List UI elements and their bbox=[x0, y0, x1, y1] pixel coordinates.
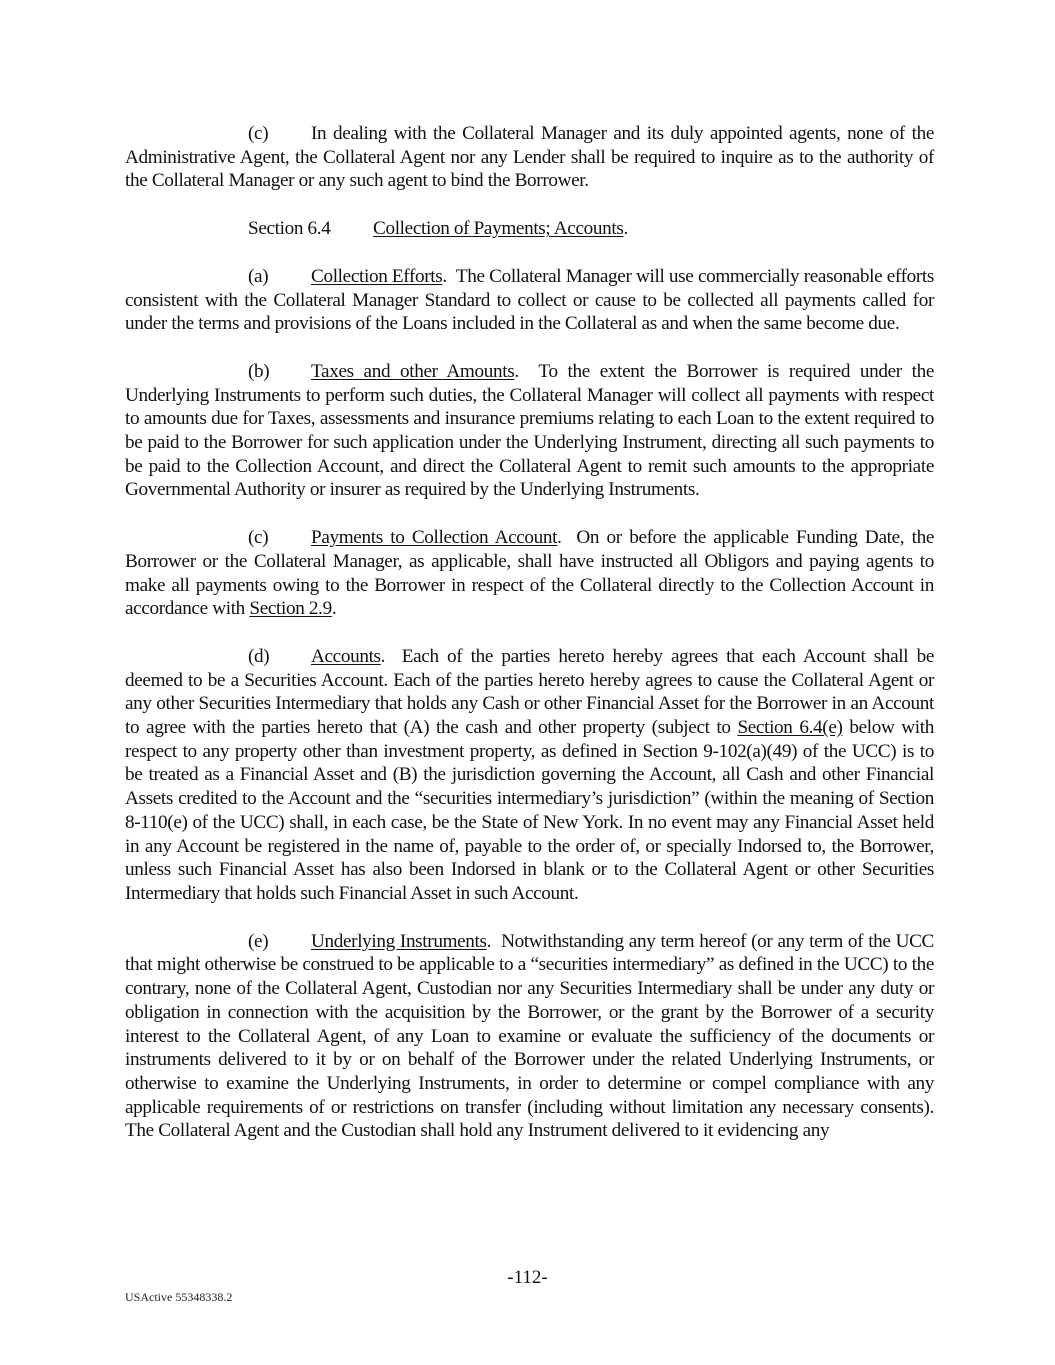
document-body bbox=[125, 122, 934, 1167]
item-label: (d) bbox=[248, 645, 270, 667]
item-e: (e) Underlying Instruments. Notwithstanding any term hereof (or any term of the UCC that might otherwise be construed to be applicable to a “securities intermediary” as defined in the UCC) to the contrary, none of the Collateral Agent, Custodian nor any Securities Intermediary shall be under any duty or obligation in connection with the acquisition by the Borrower, or the grant by the Borrower of a security interest to the Collateral Agent, of any Loan to examine or evaluate the sufficiency of the documents or instruments delivered to it by or on behalf of the Borrower under the related Underlying Instruments, or otherwise to examine the Underlying Instruments, in order to determine or compel compliance with any applicable requirements of or restrictions on transfer (including without limitation any necessary consents). The Collateral Agent and the Custodian shall hold any Instrument delivered to it evidencing any bbox=[125, 930, 934, 1142]
item-text: On or before the applicable Funding Date, the Borrower or the Collateral Manager, as applicable, shall have instructed all Obligors and paying agents to make all payments owing to the Borrower in respect of the Collateral directly to the Collection Account in accordance with bbox=[125, 527, 934, 620]
item-title: Collection Efforts bbox=[311, 265, 443, 287]
item-label: (e) bbox=[248, 930, 269, 952]
item-label: (b) bbox=[248, 360, 270, 382]
section-reference-link[interactable]: Section 2.9 bbox=[249, 598, 332, 620]
item-title: Underlying Instruments bbox=[311, 930, 487, 952]
item-title: Payments to Collection Account bbox=[311, 527, 558, 549]
item-text: Notwithstanding any term hereof (or any term of the UCC that might otherwise be construed to be applicable to a “securities intermediary” as defined in the UCC) to the contrary, none of the Collateral Agent, Custodian nor any Securities Intermediary shall be under any duty or obligation in connection with the acquisition by the Borrower, or the grant by the Borrower of a security interest to the Collateral Agent, of any Loan to examine or evaluate the sufficiency of the documents or instruments delivered to it by or on behalf of the Borrower under the related Underlying Instruments, or otherwise to examine the Underlying Instruments, in order to determine or compel compliance with any applicable requirements of or restrictions on transfer (including without limitation any necessary consents). The Collateral Agent and the Custodian shall hold any Instrument delivered to it evidencing any bbox=[125, 930, 934, 1142]
item-d: (d) Accounts. Each of the parties hereto hereby agrees that each Account shall be deemed to be a Securities Account. Each of the parties hereto hereby agrees to cause the Collateral Agent or any other Securities Intermediary that holds any Cash or other Financial Asset for the Borrower in an Account to agree with the parties hereto that (A) the cash and other property (subject to Section 6.4(e) below with respect to any property other than investment property, as defined in Section 9-102(a)(49) of the UCC) is to be treated as a Financial Asset and (B) the jurisdiction governing the Account, all Cash and other Financial Assets credited to the Account and the “securities intermediary’s jurisdiction” (within the meaning of Section 8-110(e) of the UCC) shall, in each case, be the State of New York. In no event may any Financial Asset held in any Account be registered in the name of, payable to the order of, or specially Indorsed to, the Borrower, unless such Financial Asset has also been Indorsed in blank or to the Collateral Agent or other Securities Intermediary that holds such Financial Asset in such Account. bbox=[125, 645, 934, 904]
item-title: Taxes and other Amounts bbox=[311, 360, 515, 382]
section-title: Collection of Payments; Accounts bbox=[373, 218, 624, 240]
item-label: (c) bbox=[248, 527, 269, 549]
section-number: Section 6.4 bbox=[248, 218, 331, 240]
item-text: Each of the parties hereto hereby agrees that each Account shall be deemed to be a Securities Account. Each of the parties hereto hereby agrees to cause the Collateral Agent or any other Securities Intermediary that holds any Cash or other Financial Asset for the Borrower in an Account to agree with the parties hereto that (A) the cash and other property (subject to bbox=[125, 645, 934, 739]
paragraph-c-intro bbox=[125, 122, 934, 193]
item-text: To the extent the Borrower is required under the Underlying Instruments to perform such duties, the Collateral Manager will collect all payments with respect to amounts due for Taxes, assessments and insurance premiums relating to each Loan to the extent required to be paid to the Borrower for such application under the Underlying Instrument, directing all such payments to be paid to the Collection Account, and direct the Collateral Agent to remit such amounts to the appropriate Governmental Authority or insurer as required by the Underlying Instruments. bbox=[125, 360, 935, 501]
item-text: The Collateral Manager will use commercially reasonable efforts consistent with the Collateral Manager Standard to collect or cause to be collected all payments called for under the terms and provisions of the Loans included in the Collateral as and when the same become due. bbox=[125, 265, 935, 335]
section-heading: Section 6.4 Collection of Payments; Accounts. bbox=[248, 218, 628, 240]
paragraph-label: (c) bbox=[248, 123, 269, 144]
item-title: Accounts bbox=[311, 645, 381, 667]
item-a: (a) Collection Efforts. The Collateral Manager will use commercially reasonable efforts consistent with the Collateral Manager Standard to collect or cause to be collected all payments called for under the terms and provisions of the Loans included in the Collateral as and when the same become due. bbox=[125, 265, 935, 335]
item-label: (a) bbox=[248, 265, 269, 287]
item-b: (b) Taxes and other Amounts. To the extent the Borrower is required under the Underlying Instruments to perform such duties, the Collateral Manager will collect all payments with respect to amounts due for Taxes, assessments and insurance premiums relating to each Loan to the extent required to be paid to the Borrower for such application under the Underlying Instrument, directing all such payments to be paid to the Collection Account, and direct the Collateral Agent to remit such amounts to the appropriate Governmental Authority or insurer as required by the Underlying Instruments. bbox=[125, 360, 935, 501]
page-number: -112- bbox=[507, 1267, 548, 1288]
item-c: (c) Payments to Collection Account. On or before the applicable Funding Date, the Borrower or the Collateral Manager, as applicable, shall have instructed all Obligors and paying agents to make all payments owing to the Borrower in respect of the Collateral directly to the Collection Account in accordance with Section 2.9. bbox=[125, 527, 934, 620]
section-reference-link[interactable]: Section 6.4(e) bbox=[737, 717, 843, 739]
document-id: USActive 55348338.2 bbox=[125, 1290, 233, 1304]
paragraph-text: In dealing with the Collateral Manager and its duly appointed agents, none of the Administrative Agent, the Collateral Agent nor any Lender shall be required to inquire as to the authority of the Collateral Manager or any such agent to bind the Borrower. bbox=[125, 123, 934, 192]
